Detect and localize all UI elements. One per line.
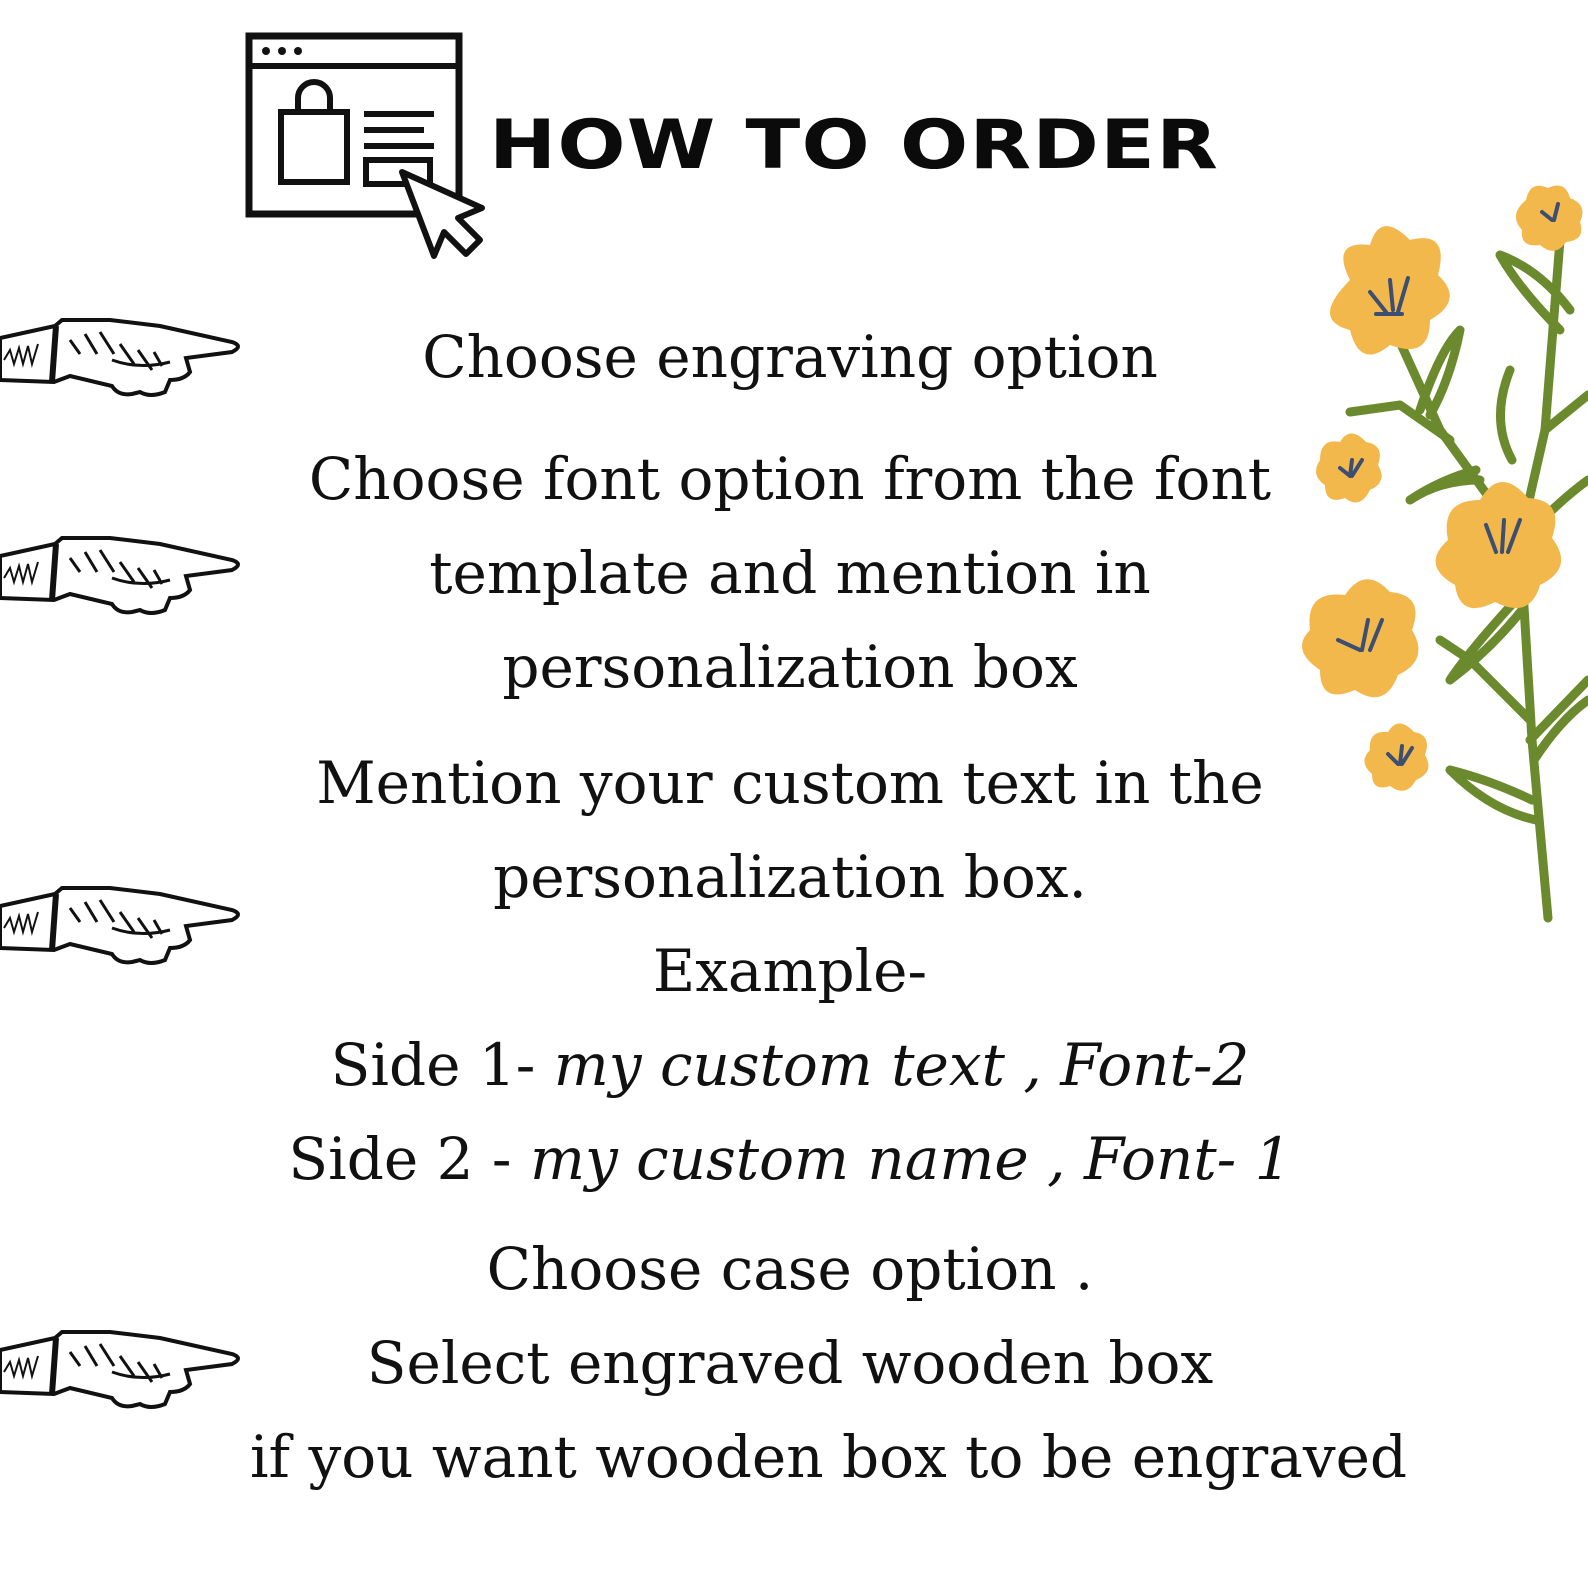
step-2-font (250, 432, 1330, 714)
step-3-example-label: Example- (652, 937, 928, 1005)
pointing-hand-icon (0, 300, 248, 400)
example-side-2 (250, 1112, 1330, 1206)
example-side-1-prefix: Side 1- (330, 1031, 554, 1099)
step-3-line-1: Mention your custom text in the (316, 749, 1264, 817)
page-title: HOW TO ORDER (489, 106, 1220, 185)
flower-branch-decoration (1290, 180, 1588, 930)
step-2-line-3: personalization box (502, 633, 1078, 701)
example-side-2-prefix: Side 2 - (288, 1125, 530, 1193)
step-1-engraving (250, 310, 1330, 404)
step-3-custom-text (250, 736, 1330, 1206)
online-shop-icon (244, 30, 489, 265)
example-side-1-text: my custom text , Font-2 (553, 1031, 1250, 1099)
step-4-line-3: if you want wooden box to be engraved (250, 1423, 1408, 1491)
step-4-line-2: Select engraved wooden box (366, 1329, 1214, 1397)
step-3-line-2: personalization box. (493, 843, 1087, 911)
step-4-line-1: Choose case option . (486, 1235, 1094, 1303)
step-1-line-1: Choose engraving option (422, 323, 1158, 391)
pointing-hand-icon (0, 518, 248, 618)
pointing-hand-icon (0, 1312, 248, 1412)
pointing-hand-icon (0, 868, 248, 968)
step-4-case (250, 1222, 1408, 1504)
step-2-line-1: Choose font option from the font (308, 445, 1272, 513)
step-2-line-2: template and mention in (429, 539, 1151, 607)
example-side-1 (250, 1018, 1330, 1112)
example-side-2-text: my custom name , Font- 1 (529, 1125, 1292, 1193)
